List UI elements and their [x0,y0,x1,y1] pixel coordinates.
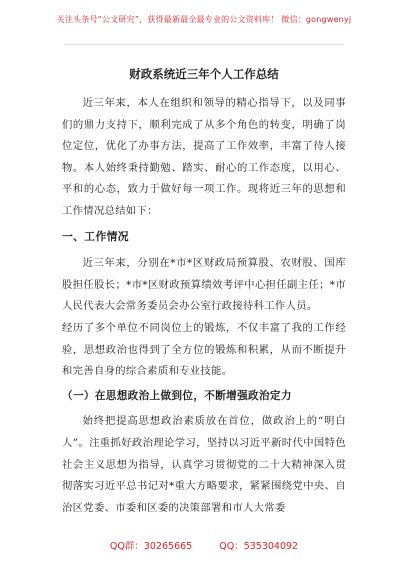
subsection-paragraph: 始终把提高思想政治素质放在首位，做政治上的“明白人”。注重抓好政治理论学习，坚持以习近平新时代中国特色社会主义思想为指导，认真学习贯彻党的二十大精神深入贯彻落实习近平总书记对*重大方略要求，紧紧围绕党中央、自治区党委、市委和区委的决策部署和市人大常委 [62,415,346,514]
subsection-heading: （一）在思想政治上做到位，不断增强政治定力 [62,389,292,402]
document-body [62,93,346,519]
footer-qq: QQ：535304092 [219,541,299,552]
header-notice: 关注头条号“公文研究”，获得最新最全最专业的公文资料库！ 微信：gongwenyj [56,15,352,24]
header-divider [64,44,344,45]
footer-qq-group: QQ群：30265665 [109,541,193,552]
intro-paragraph: 近三年来，本人在组织和领导的精心指导下，以及同事们的鼎力支持下，顺利完成了从多个角色的转变，明确了岗位定位，优化了办事方法，提高了工作效率，丰富了待人接物。本人始终秉持勤勉、踏实、耐心的工作态度，以用心、平和的心态，致力于做好每一项工作。现将近三年的思想和工作情况总结如下： [62,97,346,217]
document-title: 财政系统近三年个人工作总结 [129,67,279,81]
section-paragraph: 经历了多个单位不同岗位上的锻炼，不仅丰富了我的工作经验，思想政治也得到了全方位的锻炼和积累，从而不断提升和完善自身的综合素质和专业技能。 [62,321,346,378]
section-paragraph: 近三年来，分别在*市*区财政局预算股、农财股、国库股担任股长；*市*区财政预算绩效考评中心担任副主任；*市人民代表大会常务委员会办公室行政接待科工作人员。 [62,257,346,313]
section-heading: 一、工作情况 [62,229,129,243]
footer-contacts [0,538,408,552]
